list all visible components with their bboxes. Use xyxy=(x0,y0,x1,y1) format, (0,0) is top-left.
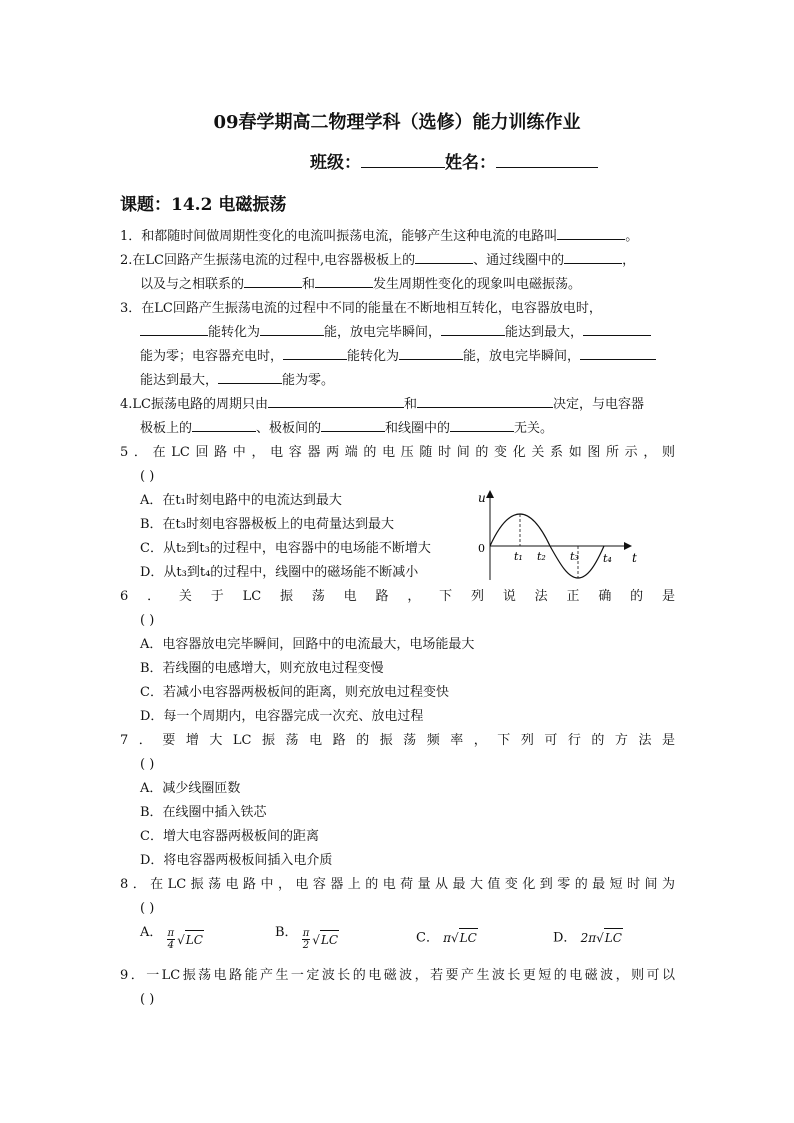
q4-blank-5 xyxy=(450,430,514,432)
q2-blank-3 xyxy=(244,286,302,288)
q8-option-b-formula: $\frac{\pi}{2}$ √ LC xyxy=(302,928,339,951)
class-label: 班级： xyxy=(310,153,361,173)
q8-a-radicand: LC xyxy=(185,930,204,949)
q1-end: 。 xyxy=(625,229,639,244)
q8-option-a xyxy=(140,924,204,951)
q4-blank-3 xyxy=(192,430,256,432)
q3-blank-3 xyxy=(441,334,505,336)
q3-text-c: 能达到最大， xyxy=(505,325,584,340)
question-9-answer-paren: ( ) xyxy=(140,992,155,1007)
q3-blank-7 xyxy=(580,358,656,360)
question-7-stem: 7．要增大LC振荡电路的振荡频率，下列可行的方法是 xyxy=(120,733,675,748)
q7-option-c: C．增大电容器两极板间的距离 xyxy=(140,829,319,844)
q1-blank xyxy=(557,238,625,240)
q7-option-b: B．在线圈中插入铁芯 xyxy=(140,805,267,820)
q2-text-e: 和 xyxy=(302,277,316,292)
q2-text-b: 、通过线圈中的 xyxy=(473,253,565,268)
q8-b-denominator: 2 xyxy=(302,940,310,951)
q4-blank-2 xyxy=(417,406,553,408)
q2-blank-4 xyxy=(315,286,373,288)
question-7-answer-paren: ( ) xyxy=(140,757,155,772)
q8-b-numerator: π xyxy=(302,928,310,939)
q4-text-g: 无关。 xyxy=(514,421,554,436)
q5-option-a: A．在t₁时刻电路中的电流达到最大 xyxy=(140,493,342,508)
question-3-line-3 xyxy=(140,348,656,366)
q4-text-f: 和线圈中的 xyxy=(385,421,451,436)
q8-option-c xyxy=(416,928,478,948)
q5-option-b: B．在t₃时刻电容器极板上的电荷量达到最大 xyxy=(140,517,394,532)
q8-option-b-letter: B． xyxy=(275,925,298,940)
graph-tick-t2: t₂ xyxy=(537,550,546,563)
q8-d-coefficient: 2π xyxy=(580,930,597,945)
q2-text-f: 发生周期性变化的现象叫电磁振荡。 xyxy=(373,277,582,292)
q6-option-b: B．若线圈的电感增大，则充放电过程变慢 xyxy=(140,661,384,676)
q3-text-a: 能转化为 xyxy=(208,325,261,340)
question-8-stem: 8．在LC振荡电路中，电容器上的电荷量从最大值变化到零的最短时间为 xyxy=(120,877,675,892)
q8-a-denominator: 4 xyxy=(167,940,174,951)
name-blank xyxy=(496,166,598,168)
q4-blank-4 xyxy=(321,430,385,432)
question-6-answer-paren: ( ) xyxy=(140,613,155,628)
graph-tick-t4: t₄ xyxy=(603,552,612,565)
q2-text-a: 2.在LC回路产生振荡电流的过程中,电容器极板上的 xyxy=(120,253,416,268)
q3-text-d: 能为零；电容器充电时， xyxy=(140,349,284,364)
graph-y-label: u xyxy=(478,491,486,505)
question-3-line-4 xyxy=(140,372,334,390)
question-4-line-1 xyxy=(120,396,644,414)
q3-blank-2 xyxy=(260,334,324,336)
q3-blank-6 xyxy=(399,358,463,360)
voltage-time-graph xyxy=(470,484,650,584)
q4-text-d: 极板上的 xyxy=(140,421,193,436)
lesson-heading: 课题：14.2 电磁振荡 xyxy=(120,195,287,215)
q8-b-radicand: LC xyxy=(320,930,339,949)
q5-option-d: D．从t₃到t₄的过程中，线圈中的磁场能不断减小 xyxy=(140,565,419,580)
q1-text: 1．和都随时间做周期性变化的电流叫振荡电流，能够产生这种电流的电路叫 xyxy=(120,229,558,244)
q3-text-e: 能转化为 xyxy=(347,349,400,364)
q8-c-radicand: LC xyxy=(459,928,478,947)
page-title: 09春学期高二物理学科（选修）能力训练作业 xyxy=(213,112,581,133)
q6-option-d: D．每一个周期内，电容器完成一次充、放电过程 xyxy=(140,709,424,724)
q8-option-d xyxy=(553,928,623,948)
graph-x-label: t xyxy=(632,551,637,565)
q5-option-c: C．从t₂到t₃的过程中，电容器中的电场能不断增大 xyxy=(140,541,431,556)
q6-option-a: A．电容器放电完毕瞬间，回路中的电流最大，电场能最大 xyxy=(140,637,475,652)
q8-option-a-letter: A． xyxy=(140,925,163,940)
q4-text-a: 4.LC振荡电路的周期只由 xyxy=(120,397,268,412)
q3-blank-4 xyxy=(583,334,651,336)
q8-option-d-letter: D． xyxy=(553,930,577,946)
q7-option-d: D．将电容器两极板间插入电介质 xyxy=(140,853,333,868)
graph-tick-t3: t₃ xyxy=(570,550,579,563)
class-blank xyxy=(361,166,445,168)
q4-text-c: 决定，与电容器 xyxy=(553,397,645,412)
name-label: 姓名： xyxy=(445,153,496,173)
q2-text-d: 以及与之相联系的 xyxy=(140,277,245,292)
q8-option-c-letter: C． xyxy=(416,930,439,946)
q8-c-coefficient: π xyxy=(443,930,451,945)
q4-blank-1 xyxy=(268,406,404,408)
q3-blank-1 xyxy=(140,334,208,336)
q6-option-c: C．若减小电容器两极板间的距离，则充放电过程变快 xyxy=(140,685,449,700)
question-5-answer-paren: ( ) xyxy=(140,469,155,484)
q2-text-c: ， xyxy=(622,253,636,268)
question-3-line-1: 3．在LC回路产生振荡电流的过程中不同的能量在不断地相互转化，电容器放电时， xyxy=(120,301,602,316)
q8-d-radicand: LC xyxy=(604,928,623,947)
question-5-stem: 5．在LC回路中，电容器两端的电压随时间的变化关系如图所示，则 xyxy=(120,445,675,460)
question-8-answer-paren: ( ) xyxy=(140,901,155,916)
graph-tick-t1: t₁ xyxy=(514,550,523,563)
q3-text-f: 能，放电完毕瞬间， xyxy=(463,349,581,364)
question-2-line-2 xyxy=(140,276,581,294)
question-9-stem: 9．一LC振荡电路能产生一定波长的电磁波，若要产生波长更短的电磁波，则可以 xyxy=(120,968,675,983)
question-1 xyxy=(120,228,638,246)
q8-option-c-formula: π √ LC xyxy=(443,928,478,947)
q8-option-b xyxy=(275,924,339,951)
question-3-line-2 xyxy=(140,324,651,342)
q4-text-e: 、极板间的 xyxy=(256,421,322,436)
q3-text-b: 能，放电完毕瞬间， xyxy=(324,325,442,340)
q8-option-d-formula: 2π √ LC xyxy=(581,928,623,947)
graph-origin-label: 0 xyxy=(478,542,485,555)
q3-blank-5 xyxy=(283,358,347,360)
question-2-line-1 xyxy=(120,252,635,270)
q3-text-g: 能达到最大， xyxy=(140,373,219,388)
q7-option-a: A．减少线圈匝数 xyxy=(140,781,241,796)
q8-option-a-formula: $\frac{\pi}{4}$ √ LC xyxy=(167,928,203,951)
q4-text-b: 和 xyxy=(403,397,417,412)
q2-blank-2 xyxy=(564,262,622,264)
question-4-line-2 xyxy=(140,420,553,438)
question-6-stem: 6．关于LC振荡电路，下列说法正确的是 xyxy=(120,589,675,604)
q2-blank-1 xyxy=(415,262,473,264)
q8-a-numerator: π xyxy=(167,928,175,939)
class-name-line xyxy=(310,148,598,173)
q3-text-h: 能为零。 xyxy=(282,373,335,388)
q3-blank-8 xyxy=(218,382,282,384)
